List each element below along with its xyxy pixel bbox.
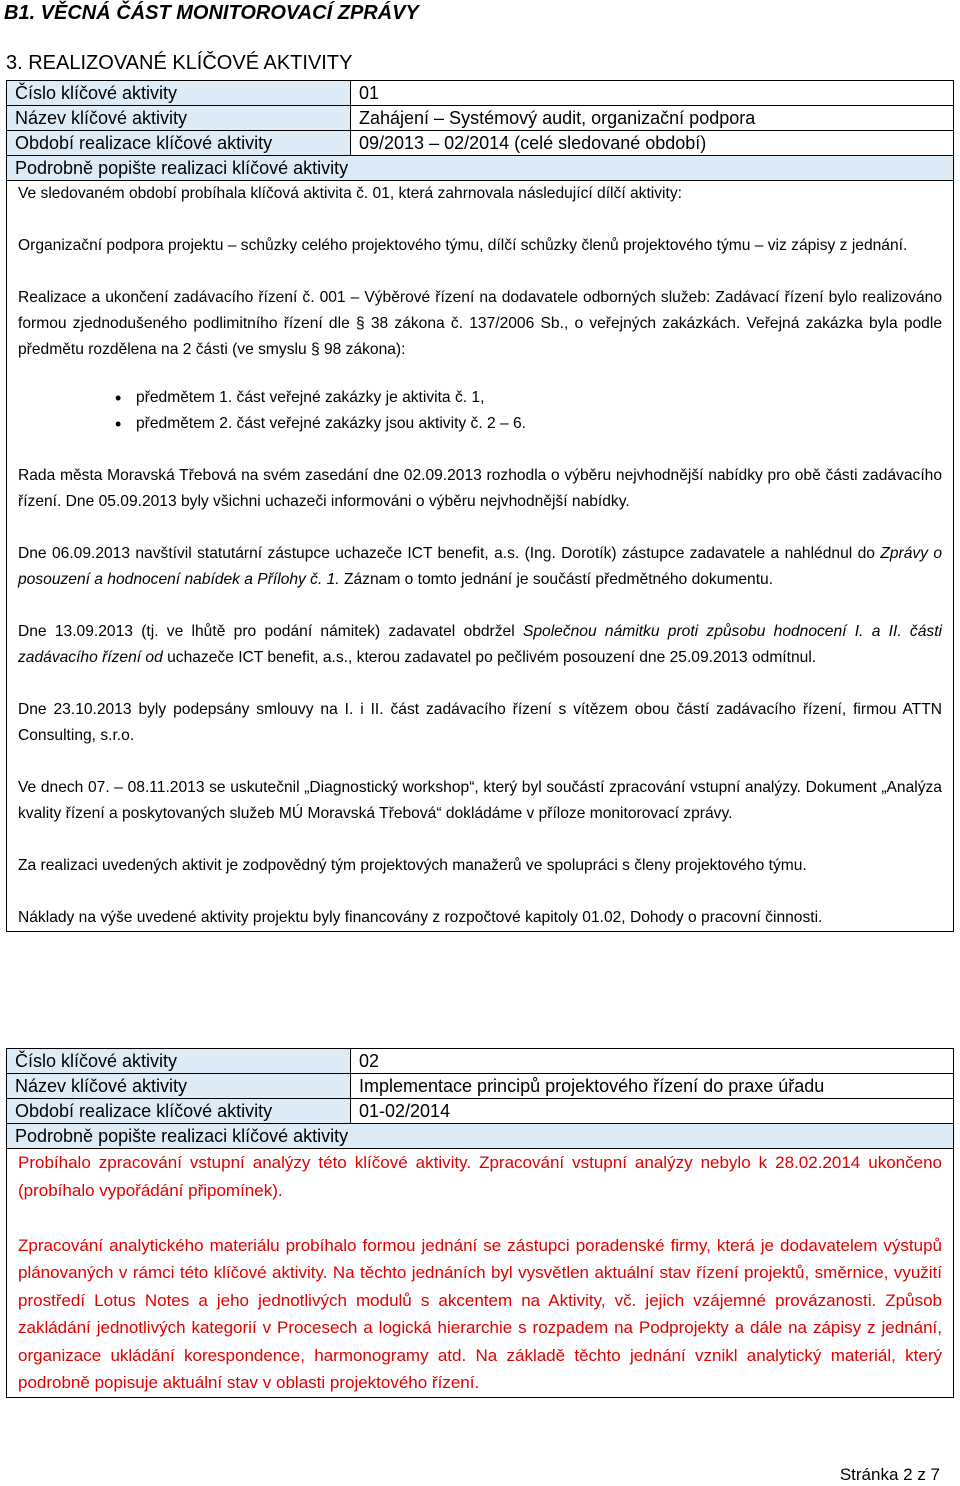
table-row (7, 1074, 954, 1099)
activity-number-value: 02 (351, 1049, 954, 1074)
paragraph: Organizační podpora projektu – schůzky celého projektového týmu, dílčí schůzky členů projektového týmu – viz zápisy z jednání. (18, 237, 908, 254)
list-item: • předmětem 2. část veřejné zakázky jsou aktivity č. 2 – 6. (136, 411, 942, 437)
paragraph: Rada města Moravská Třebová na svém zasedání dne 02.09.2013 rozhodla o výběru nejvhodnější nabídky pro obě části zadávacího řízení. Dne 05.09.2013 byly všichni uchazeči informováni o výběru nejvhodnější nabídky. (18, 467, 942, 510)
table-row (7, 1099, 954, 1124)
paragraph: Za realizaci uvedených aktivit je zodpovědný tým projektových manažerů ve spolupráci s členy projektového týmu. (18, 857, 807, 874)
paragraph: Realizace a ukončení zadávacího řízení č. 001 – Výběrové řízení na dodavatele odborných služeb: Zadávací řízení bylo realizováno formou zjednodušeného podlimitního řízení dle § 38 zákona č. 137/2006 Sb., o veřejných zakázkách. Veřejná zakázka byla podle předmětu rozdělena na 2 části (ve smyslu § 98 zákona): (18, 289, 942, 358)
table-row (7, 156, 954, 181)
activity-name-value: Implementace principů projektového řízení do praxe úřadu (351, 1074, 954, 1099)
table-row (7, 181, 954, 932)
table-row (7, 106, 954, 131)
activity-period-value: 09/2013 – 02/2014 (celé sledované období) (351, 131, 954, 156)
activity-number-label: Číslo klíčové aktivity (7, 81, 351, 106)
activity-name-value: Zahájení – Systémový audit, organizační podpora (351, 106, 954, 131)
paragraph: Dne 13.09.2013 (tj. ve lhůtě pro podání námitek) zadavatel obdržel Společnou námitku proti způsobu hodnocení I. a II. části zadávacího řízení od uchazeče ICT benefit, a.s., kterou zadavatel po pečlivém posouzení dne 25.09.2013 odmítnul. (18, 623, 942, 666)
activity-name-label: Název klíčové aktivity (7, 1074, 351, 1099)
activity-detail-text (7, 1149, 954, 1398)
page-number: Stránka 2 z 7 (839, 1465, 940, 1484)
paragraph: Zpracování analytického materiálu probíhalo formou jednání se zástupci poradenské firmy, která je dodavatelem výstupů plánovaných v rámci této klíčové aktivity. Na těchto jednáních byl vysvětlen aktuální stav řízení projektů, směrnice, využití prostředí Lotus Notes a jeho jednotlivých modulů s akcentem na Aktivity, vč. jejich vzájemné provázanosti. Způsob zakládání jednotlivých kategorií v Procesech a logická hierarchie s rozpadem na Podprojekty a dále na zápisy z jednání, organizace ukládání korespondence, harmonogramy atd. Na základě těchto jednání vznikl analytický materiál, který podrobně popisuje aktuální stav v oblasti projektového řízení. (18, 1235, 942, 1392)
activity-number-value: 01 (351, 81, 954, 106)
activity-name-label: Název klíčové aktivity (7, 106, 351, 131)
activity-period-value: 01-02/2014 (351, 1099, 954, 1124)
table-row (7, 1124, 954, 1149)
paragraph: Náklady na výše uvedené aktivity projektu byly financovány z rozpočtové kapitoly 01.02, Dohody o pracovní činnosti. (18, 909, 823, 926)
paragraph: Probíhalo zpracování vstupní analýzy této klíčové aktivity. Zpracování vstupní analýzy nebylo k 28.02.2014 ukončeno (probíhalo vypořádání připomínek). (18, 1153, 942, 1200)
paragraph: Ve sledovaném období probíhala klíčová aktivita č. 01, která zahrnovala následující dílčí aktivity: (18, 185, 682, 202)
activity-table-2 (6, 1048, 954, 1398)
table-row (7, 131, 954, 156)
paragraph: Dne 23.10.2013 byly podepsány smlouvy na I. i II. část zadávacího řízení s vítězem obou částí zadávacího řízení, firmou ATTN Consulting, s.r.o. (18, 701, 942, 744)
list-item: • předmětem 1. část veřejné zakázky je aktivita č. 1, (136, 385, 942, 411)
activity-detail-label: Podrobně popište realizaci klíčové aktivity (7, 156, 954, 181)
bullet-list (18, 385, 942, 437)
section-title: 3. REALIZOVANÉ KLÍČOVÉ AKTIVITY (6, 52, 353, 74)
activity-table-1 (6, 80, 954, 932)
activity-detail-label: Podrobně popište realizaci klíčové aktivity (7, 1124, 954, 1149)
paragraph: Dne 06.09.2013 navštívil statutární zástupce uchazeče ICT benefit, a.s. (Ing. Dorotík) zástupce zadavatele a nahlédnul do Zprávy o posouzení a hodnocení nabídek a Přílohy č. 1. Záznam o tomto jednání je součástí předmětného dokumentu. (18, 545, 942, 588)
activity-number-label: Číslo klíčové aktivity (7, 1049, 351, 1074)
table-row (7, 1149, 954, 1398)
activity-period-label: Období realizace klíčové aktivity (7, 1099, 351, 1124)
table-row (7, 81, 954, 106)
document-header: B1. VĚCNÁ ČÁST MONITOROVACÍ ZPRÁVY (4, 2, 419, 24)
activity-detail-text (7, 181, 954, 932)
table-row (7, 1049, 954, 1074)
activity-period-label: Období realizace klíčové aktivity (7, 131, 351, 156)
paragraph: Ve dnech 07. – 08.11.2013 se uskutečnil „Diagnostický workshop“, který byl součástí zpracování vstupní analýzy. Dokument „Analýza kvality řízení a poskytovaných služeb MÚ Moravská Třebová“ dokládáme v příloze monitorovací zprávy. (18, 779, 942, 822)
